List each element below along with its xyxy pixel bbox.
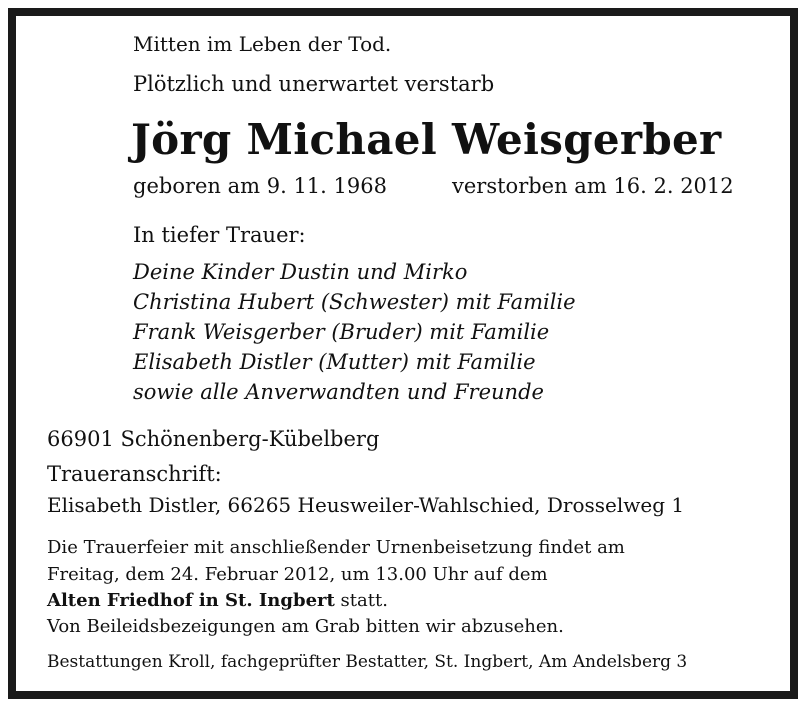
ceremony-location xyxy=(47,592,388,610)
ceremony-line-2: Freitag, dem 24. Februar 2012, um 13.00 Uhr auf dem xyxy=(47,564,548,585)
residence-place: 66901 Schönenberg-Kübelberg xyxy=(47,427,380,451)
mourner-line: Christina Hubert (Schwester) mit Familie xyxy=(133,290,576,314)
mourner-line: Elisabeth Distler (Mutter) mit Familie xyxy=(133,350,536,374)
mourning-intro: In tiefer Trauer: xyxy=(133,223,306,247)
ceremony-location-suffix: statt. xyxy=(334,590,388,611)
ceremony-line-1: Die Trauerfeier mit anschließender Urnenbeisetzung findet am xyxy=(47,537,625,558)
funeral-home: Bestattungen Kroll, fachgeprüfter Bestatter, St. Ingbert, Am Andelsberg 3 xyxy=(47,652,688,672)
mourner-line: Deine Kinder Dustin und Mirko xyxy=(133,260,468,284)
intro-line: Plötzlich und unerwartet verstarb xyxy=(133,72,495,96)
address-label: Traueranschrift: xyxy=(47,462,222,486)
ceremony-line-4: Von Beileidsbezeigungen am Grab bitten wir abzusehen. xyxy=(47,616,564,637)
deceased-name: Jörg Michael Weisgerber xyxy=(131,115,722,164)
death-date: verstorben am 16. 2. 2012 xyxy=(452,174,734,198)
mourner-line: sowie alle Anverwandten und Freunde xyxy=(133,380,544,404)
mourner-line: Frank Weisgerber (Bruder) mit Familie xyxy=(133,320,550,344)
birth-date: geboren am 9. 11. 1968 xyxy=(133,174,387,198)
opening-line: Mitten im Leben der Tod. xyxy=(133,32,392,56)
address-value: Elisabeth Distler, 66265 Heusweiler-Wahlschied, Drosselweg 1 xyxy=(47,493,685,517)
ceremony-location-name: Alten Friedhof in St. Ingbert xyxy=(47,590,335,611)
